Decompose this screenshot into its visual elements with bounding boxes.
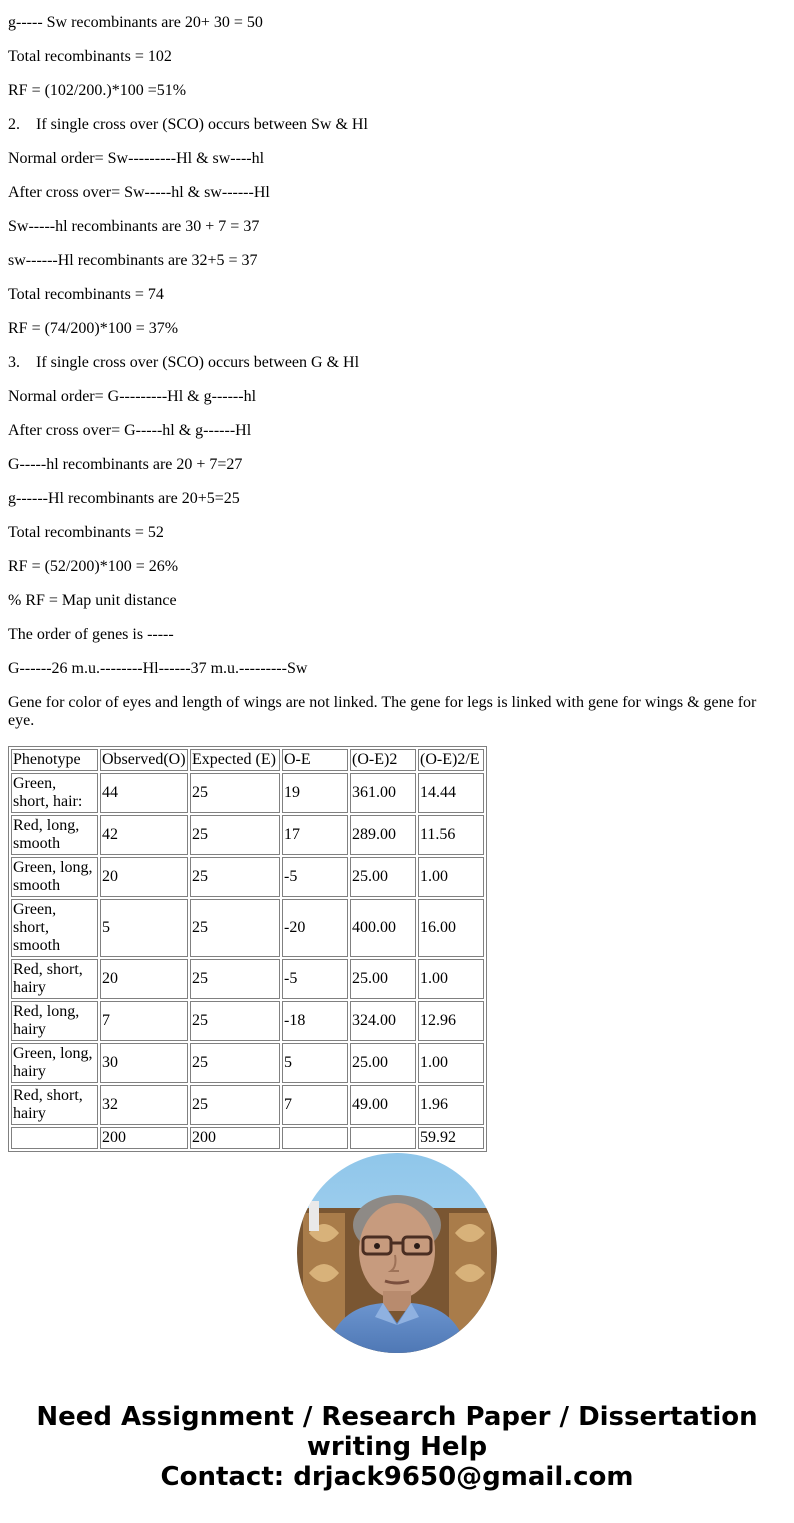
cell-phenotype: Green, short, hair:	[11, 773, 98, 813]
cell-o-minus-e: 7	[282, 1085, 348, 1125]
table-header-row	[11, 749, 484, 771]
cell-expected: 25	[190, 1085, 280, 1125]
list-number: 3.	[8, 354, 20, 371]
list-number: 2.	[8, 116, 20, 133]
cell-o-minus-e: 19	[282, 773, 348, 813]
promo-footer	[0, 1402, 794, 1492]
cell-chi-value: 1.00	[418, 857, 484, 897]
cell-chi-value: 1.00	[418, 959, 484, 999]
table-body	[11, 773, 484, 1149]
cell-o-minus-e: -5	[282, 959, 348, 999]
promo-subheadline: writing Help	[306, 1432, 488, 1462]
text-line: g----- Sw recombinants are 20+ 30 = 50	[8, 14, 263, 31]
total-cell-o-minus-e	[282, 1127, 348, 1149]
cell-phenotype: Green, long, smooth	[11, 857, 98, 897]
cell-squared: 289.00	[350, 815, 416, 855]
chi-square-table	[8, 746, 487, 1152]
text-line: % RF = Map unit distance	[8, 592, 177, 609]
cell-observed: 7	[100, 1001, 188, 1041]
table-row	[11, 1085, 484, 1125]
text-line: g------Hl recombinants are 20+5=25	[8, 490, 240, 507]
cell-observed: 5	[100, 899, 188, 957]
header-o-minus-e: O-E	[282, 749, 348, 771]
header-expected: Expected (E)	[190, 749, 280, 771]
header-observed: Observed(O)	[100, 749, 188, 771]
header-phenotype: Phenotype	[11, 749, 98, 771]
cell-chi-value: 16.00	[418, 899, 484, 957]
cell-expected: 25	[190, 959, 280, 999]
cell-chi-value: 11.56	[418, 815, 484, 855]
total-cell-expected: 200	[190, 1127, 280, 1149]
promo-headline: Need Assignment / Research Paper / Dissertation	[36, 1402, 758, 1432]
text-line: RF = (74/200)*100 = 37%	[8, 320, 179, 337]
cell-squared: 49.00	[350, 1085, 416, 1125]
cell-squared: 25.00	[350, 959, 416, 999]
cell-o-minus-e: -5	[282, 857, 348, 897]
text-line: G------26 m.u.--------Hl------37 m.u.---------Sw	[8, 660, 308, 677]
cell-observed: 30	[100, 1043, 188, 1083]
text-line: Total recombinants = 52	[8, 524, 164, 541]
cell-o-minus-e: -18	[282, 1001, 348, 1041]
cell-expected: 25	[190, 773, 280, 813]
cell-squared: 400.00	[350, 899, 416, 957]
contact-email: Contact: drjack9650@gmail.com	[160, 1462, 634, 1492]
text-line: Normal order= Sw---------Hl & sw----hl	[8, 150, 265, 167]
table-row	[11, 773, 484, 813]
text-line: Sw-----hl recombinants are 30 + 7 = 37	[8, 218, 260, 235]
table-row	[11, 1043, 484, 1083]
cell-expected: 25	[190, 857, 280, 897]
total-cell-chi-value: 59.92	[418, 1127, 484, 1149]
text-line: Gene for color of eyes and length of wings are not linked. The gene for legs is linked with gene for wings & gene for eye.	[8, 694, 757, 729]
cell-phenotype: Red, short, hairy	[11, 959, 98, 999]
text-line: sw------Hl recombinants are 32+5 = 37	[8, 252, 258, 269]
solution-text	[8, 14, 778, 730]
cell-expected: 25	[190, 815, 280, 855]
total-cell-observed: 200	[100, 1127, 188, 1149]
cell-expected: 25	[190, 899, 280, 957]
numbered-heading	[8, 116, 778, 134]
text-line: The order of genes is -----	[8, 626, 174, 643]
person-portrait-image	[297, 1153, 497, 1353]
cell-phenotype: Red, long, smooth	[11, 815, 98, 855]
table-row	[11, 857, 484, 897]
author-photo	[297, 1153, 497, 1353]
cell-phenotype: Green, short, smooth	[11, 899, 98, 957]
table-row	[11, 1001, 484, 1041]
text-line: Total recombinants = 74	[8, 286, 164, 303]
cell-squared: 25.00	[350, 1043, 416, 1083]
cell-squared: 324.00	[350, 1001, 416, 1041]
table-row	[11, 899, 484, 957]
cell-observed: 20	[100, 857, 188, 897]
total-cell-phenotype	[11, 1127, 98, 1149]
cell-squared: 25.00	[350, 857, 416, 897]
document-body	[8, 14, 778, 1152]
cell-expected: 25	[190, 1043, 280, 1083]
text-line: After cross over= Sw-----hl & sw------Hl	[8, 184, 270, 201]
cell-observed: 20	[100, 959, 188, 999]
text-line: Normal order= G---------Hl & g------hl	[8, 388, 257, 405]
cell-observed: 32	[100, 1085, 188, 1125]
text-line: After cross over= G-----hl & g------Hl	[8, 422, 252, 439]
cell-squared: 361.00	[350, 773, 416, 813]
cell-chi-value: 1.00	[418, 1043, 484, 1083]
text-line: Total recombinants = 102	[8, 48, 172, 65]
text-line: G-----hl recombinants are 20 + 7=27	[8, 456, 243, 473]
heading-text: If single cross over (SCO) occurs between G & Hl	[36, 354, 360, 371]
heading-text: If single cross over (SCO) occurs between Sw & Hl	[36, 116, 368, 133]
table-row	[11, 959, 484, 999]
text-line: RF = (102/200.)*100 =51%	[8, 82, 187, 99]
numbered-heading	[8, 354, 778, 372]
cell-observed: 44	[100, 773, 188, 813]
cell-o-minus-e: 5	[282, 1043, 348, 1083]
text-line: RF = (52/200)*100 = 26%	[8, 558, 179, 575]
cell-chi-value: 12.96	[418, 1001, 484, 1041]
header-squared: (O-E)2	[350, 749, 416, 771]
total-cell-squared	[350, 1127, 416, 1149]
cell-chi-value: 1.96	[418, 1085, 484, 1125]
cell-chi-value: 14.44	[418, 773, 484, 813]
cell-o-minus-e: -20	[282, 899, 348, 957]
header-chi-value: (O-E)2/E	[418, 749, 484, 771]
table-total-row	[11, 1127, 484, 1149]
cell-observed: 42	[100, 815, 188, 855]
cell-expected: 25	[190, 1001, 280, 1041]
cell-phenotype: Green, long, hairy	[11, 1043, 98, 1083]
cell-phenotype: Red, long, hairy	[11, 1001, 98, 1041]
table-row	[11, 815, 484, 855]
cell-o-minus-e: 17	[282, 815, 348, 855]
cell-phenotype: Red, short, hairy	[11, 1085, 98, 1125]
